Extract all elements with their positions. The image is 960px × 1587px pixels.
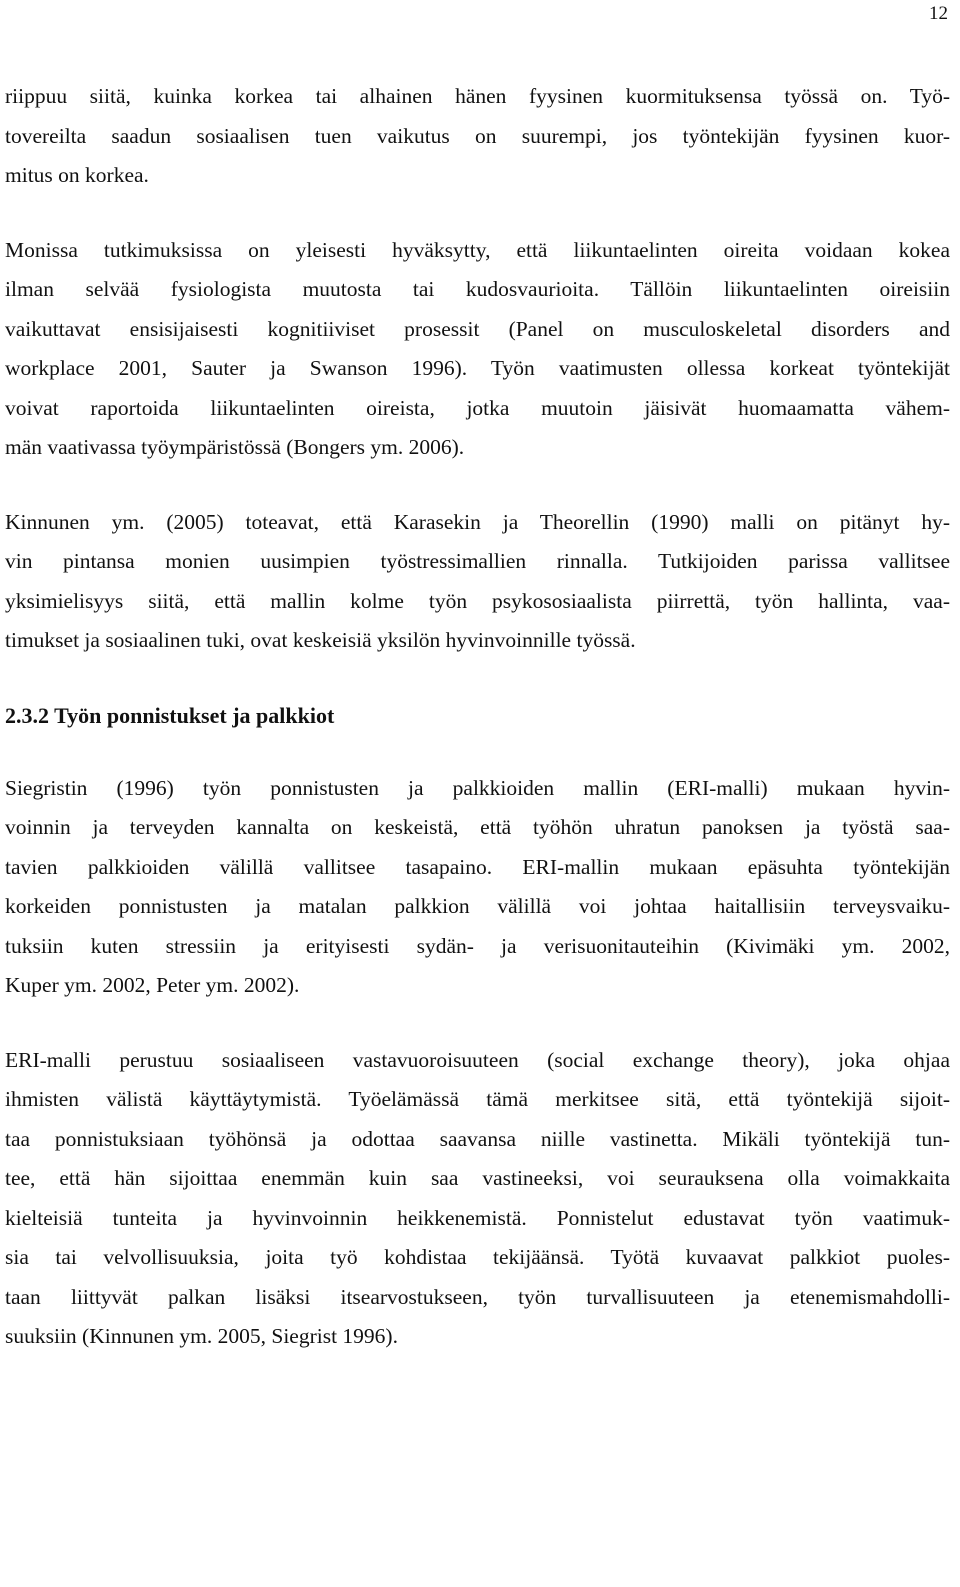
text-line: voinnin ja terveyden kannalta on keskeistä, että työhön uhratun panoksen ja työstä saa- — [5, 815, 950, 839]
text-line: taa ponnistuksiaan työhönsä ja odottaa saavansa niille vastinetta. Mikäli työntekijä tun- — [5, 1126, 950, 1151]
text-line: Kuper ym. 2002, Peter ym. 2002). — [5, 973, 300, 997]
text-line: tee, että hän sijoittaa enemmän kuin saa vastineeksi, voi seurauksena olla voimakkaita — [5, 1166, 950, 1190]
paragraph-gap — [5, 468, 950, 503]
page-number: 12 — [929, 3, 948, 24]
text-line: suuksiin (Kinnunen ym. 2005, Siegrist 1996). — [5, 1324, 398, 1348]
paragraph-3 — [5, 503, 950, 661]
text-line: yksimielisyys siitä, että mallin kolme työn psykososiaalista piirrettä, työn hallinta, vaa- — [5, 588, 950, 613]
text-line: kielteisiä tunteita ja hyvinvoinnin heikkenemistä. Ponnistelut edustavat työn vaatimuk- — [5, 1205, 950, 1230]
text-line: workplace 2001, Sauter ja Swanson 1996). Työn vaatimusten ollessa korkeat työntekijät — [5, 356, 950, 380]
text-line: tavien palkkioiden välillä vallitsee tasapaino. ERI-mallin mukaan epäsuhta työntekijän — [5, 854, 950, 879]
paragraph-gap — [5, 736, 950, 769]
text-line: vin pintansa monien uusimpien työstressimallien rinnalla. Tutkijoiden parissa vallitsee — [5, 549, 950, 573]
text-line: mitus on korkea. — [5, 163, 149, 187]
paragraph-1 — [5, 77, 950, 196]
page-content — [5, 77, 950, 1357]
text-line: tovereilta saadun sosiaalisen tuen vaikutus on suurempi, jos työntekijän fyysinen kuor- — [5, 123, 950, 148]
text-line: ihmisten välistä käyttäytymistä. Työelämässä tämä merkitsee sitä, että työntekijä sijoit- — [5, 1087, 950, 1111]
text-line: sia tai velvollisuuksia, joita työ kohdistaa tekijäänsä. Työtä kuvaavat palkkiot puoles- — [5, 1245, 950, 1269]
text-line: vaikuttavat ensisijaisesti kognitiiviset prosessit (Panel on musculoskeletal disorders and — [5, 316, 950, 341]
section-paragraph-1 — [5, 769, 950, 1006]
text-line: ilman selvää fysiologista muutosta tai kudosvaurioita. Tällöin liikuntaelinten oireisiin — [5, 277, 950, 301]
text-line: taan liittyvät palkan lisäksi itsearvostukseen, työn turvallisuuteen ja etenemismahdolli- — [5, 1284, 950, 1309]
paragraph-gap — [5, 196, 950, 231]
text-line: voivat raportoida liikuntaelinten oireista, jotka muutoin jäisivät huomaamatta vähem- — [5, 395, 950, 420]
text-line: ERI-malli perustuu sosiaaliseen vastavuoroisuuteen (social exchange theory), joka ohjaa — [5, 1047, 950, 1072]
text-line: Siegristin (1996) työn ponnistusten ja palkkioiden mallin (ERI-malli) mukaan hyvin- — [5, 775, 950, 800]
paragraph-gap — [5, 1006, 950, 1041]
text-line: män vaativassa työympäristössä (Bongers ym. 2006). — [5, 435, 465, 459]
paragraph-gap — [5, 661, 950, 696]
text-line: Kinnunen ym. (2005) toteavat, että Karasekin ja Theorellin (1990) malli on pitänyt hy- — [5, 509, 950, 534]
text-line: Monissa tutkimuksissa on yleisesti hyväksytty, että liikuntaelinten oireita voidaan kokea — [5, 237, 950, 262]
paragraph-2 — [5, 231, 950, 468]
section-heading: 2.3.2 Työn ponnistukset ja palkkiot — [5, 702, 335, 728]
text-line: riippuu siitä, kuinka korkea tai alhainen hänen fyysinen kuormituksensa työssä on. Työ- — [5, 84, 950, 108]
text-line: korkeiden ponnistusten ja matalan palkkion välillä voi johtaa haitallisiin terveysvaiku- — [5, 894, 950, 918]
text-line: tuksiin kuten stressiin ja erityisesti sydän- ja verisuonitauteihin (Kivimäki ym. 2002, — [5, 933, 950, 958]
section-paragraph-2 — [5, 1041, 950, 1357]
text-line: timukset ja sosiaalinen tuki, ovat keskeisiä yksilön hyvinvoinnille työssä. — [5, 628, 636, 652]
